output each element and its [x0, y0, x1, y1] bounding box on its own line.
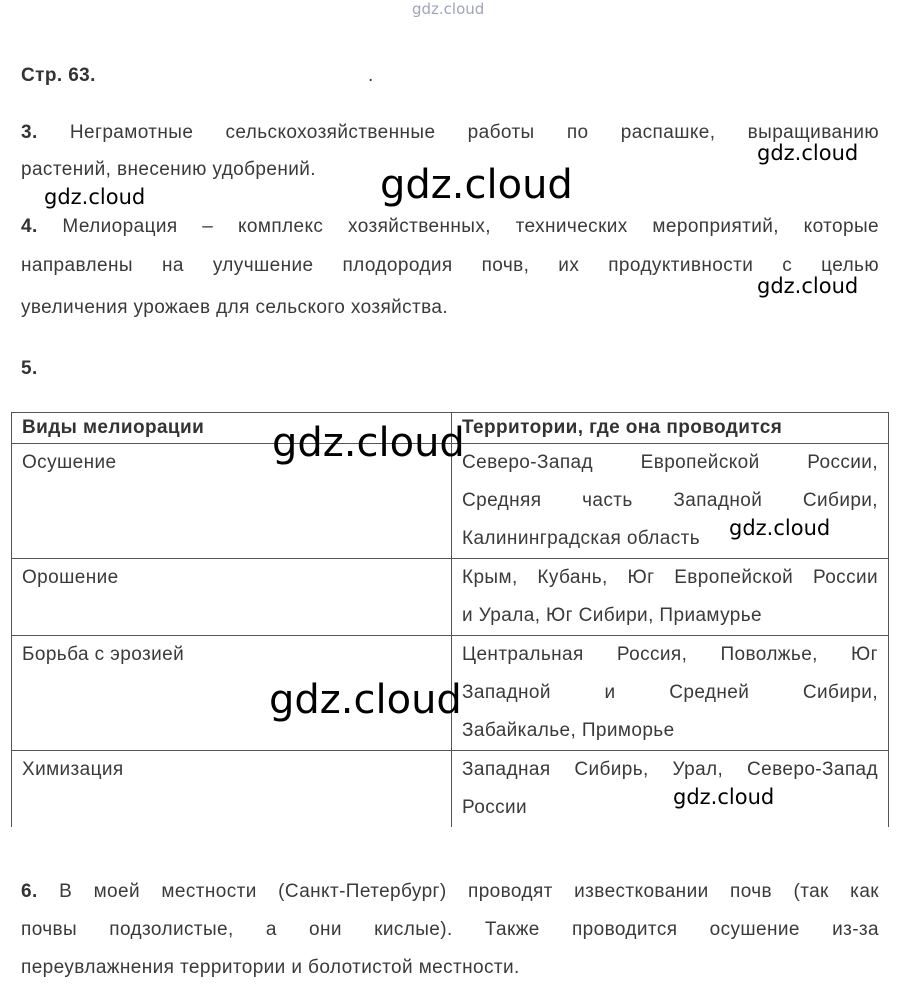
watermark: gdz.cloud	[44, 185, 146, 209]
page-label: Стр. 63.	[21, 65, 96, 86]
answer-5-number	[21, 358, 38, 380]
table-cell-type: Борьба с эрозией	[12, 636, 452, 751]
answer-6-number: 6.	[21, 881, 38, 902]
answer-6-text-1: В моей местности (Санкт-Петербург) проводят известковании почв (так как	[59, 881, 879, 902]
page-reference-dot: .	[368, 65, 374, 86]
territory-line: Северо-Запад Европейской России,	[462, 452, 878, 473]
territory-line: России	[462, 797, 528, 818]
territory-line: Забайкалье, Приморье	[462, 720, 675, 741]
answer-6-line-1	[21, 881, 879, 903]
answer-4-text-1: Мелиорация – комплекс хозяйственных, технических мероприятий, которые	[62, 216, 879, 237]
territory-line: Западной и Средней Сибири,	[462, 682, 878, 703]
answer-6-line-3: переувлажнения территории и болотистой местности.	[21, 957, 520, 978]
table-row	[12, 559, 889, 636]
territory-line: Западная Сибирь, Урал, Северо-Запад	[462, 759, 878, 780]
territory-line: и Урала, Юг Сибири, Приамурье	[462, 605, 763, 626]
watermark: gdz.cloud	[269, 677, 462, 723]
melioration-table	[11, 412, 889, 827]
answer-4-number: 4.	[21, 216, 38, 237]
page-reference	[21, 65, 96, 87]
watermark: gdz.cloud	[673, 785, 775, 809]
table-header-cell	[452, 413, 889, 444]
watermark: gdz.cloud	[729, 516, 831, 540]
watermark: gdz.cloud	[757, 141, 859, 165]
answer-3-line-1	[21, 122, 879, 144]
table-cell-type: Осушение	[12, 444, 452, 559]
answer-6-line-2: почвы подзолистые, а они кислые). Также проводится осушение из-за	[21, 919, 879, 940]
table-cell-territory	[452, 751, 889, 828]
table-cell-type: Орошение	[12, 559, 452, 636]
answer-4-line-3: увеличения урожаев для сельского хозяйства.	[21, 297, 449, 318]
table-cell-type: Химизация	[12, 751, 452, 828]
watermark: gdz.cloud	[380, 162, 573, 208]
table-cell-territory	[452, 444, 889, 559]
header-types: Виды мелиорации	[22, 417, 205, 438]
answer-3-text-1: Неграмотные сельскохозяйственные работы по распашке, выращиванию	[69, 122, 879, 143]
watermark-top: gdz.cloud	[412, 0, 485, 18]
territory-line: Крым, Кубань, Юг Европейской России	[462, 567, 878, 588]
answer-5-num: 5.	[21, 358, 38, 379]
answer-4-line-2: направлены на улучшение плодородия почв, их продуктивности с целью	[21, 255, 879, 276]
territory-line: Калининградская область	[462, 528, 700, 549]
territory-line: Средняя часть Западной Сибири,	[462, 490, 878, 511]
territory-line: Центральная Россия, Поволжье, Юг	[462, 644, 878, 665]
table-cell-territory	[452, 559, 889, 636]
answer-3-number: 3.	[21, 122, 38, 143]
watermark: gdz.cloud	[757, 274, 859, 298]
header-territories: Территории, где она проводится	[462, 417, 783, 438]
watermark: gdz.cloud	[272, 420, 465, 466]
answer-4-line-1	[21, 216, 879, 238]
answer-3-line-2: растений, внесению удобрений.	[21, 159, 316, 180]
table-cell-territory	[452, 636, 889, 751]
